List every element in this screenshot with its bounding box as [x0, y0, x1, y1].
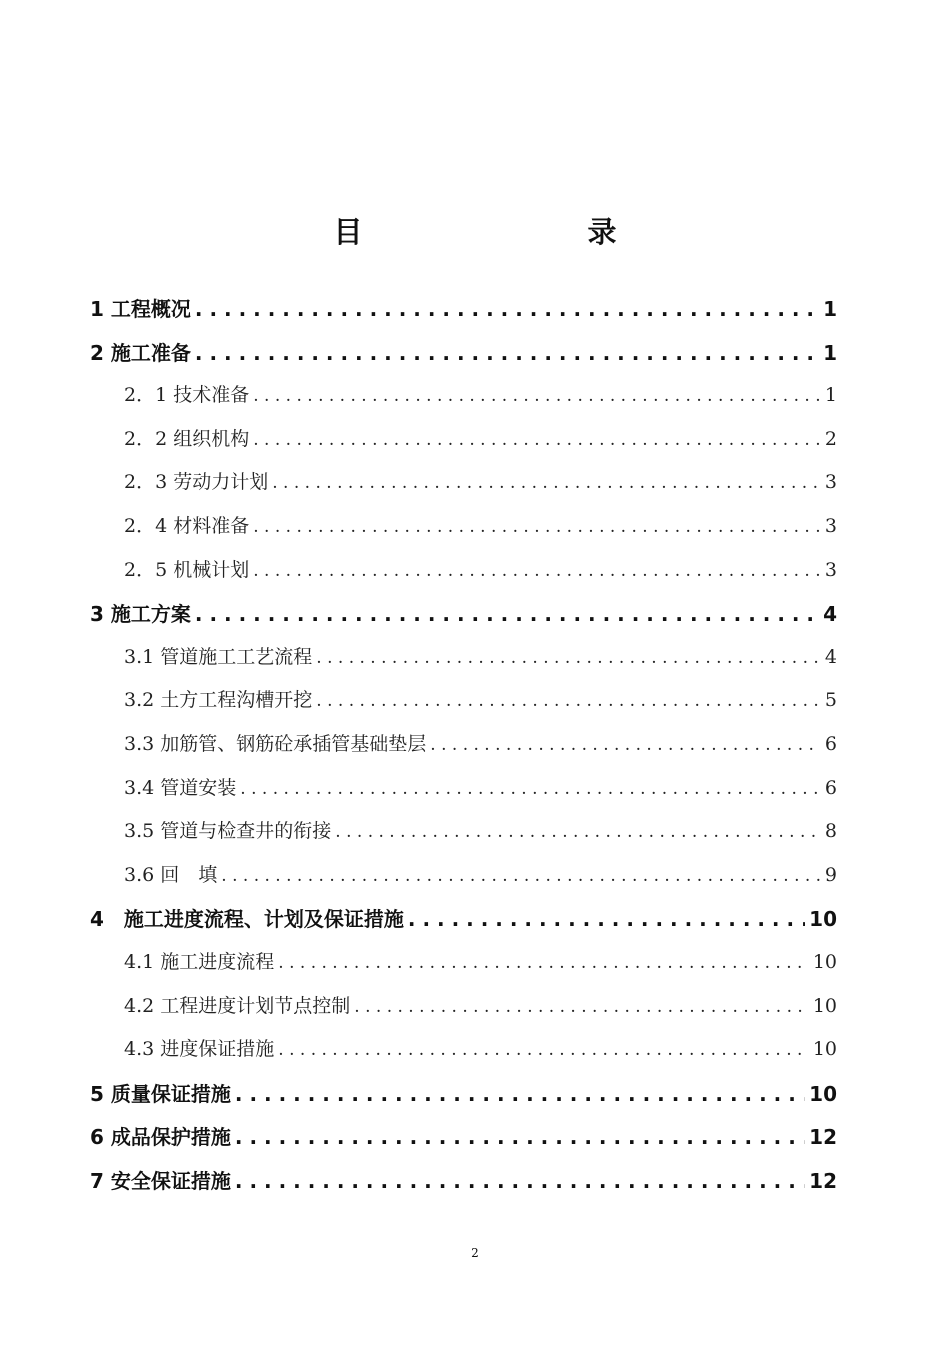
- toc-entry-page: 3: [824, 471, 837, 494]
- toc-entry[interactable]: [124, 1034, 837, 1062]
- toc-entry[interactable]: [124, 773, 837, 801]
- toc-entry-page: 10: [809, 907, 837, 932]
- toc-leader-dots: [253, 386, 821, 406]
- toc-entry-label: 2．3 劳动力计划: [124, 471, 269, 494]
- toc-entry[interactable]: [90, 903, 837, 931]
- toc-entry-label: 2．4 材料准备: [124, 515, 250, 537]
- toc-entry[interactable]: [124, 380, 837, 408]
- toc-leader-dots: [335, 822, 821, 842]
- toc-entry-label: 3 施工方案: [90, 602, 191, 627]
- toc-entry-page: 6: [824, 776, 837, 799]
- toc-entry-label: 4.1 施工进度流程: [124, 951, 275, 973]
- toc-leader-dots: [408, 907, 805, 931]
- toc-entry-page: 10: [812, 994, 837, 1017]
- toc-entry[interactable]: [124, 424, 837, 452]
- toc-entry[interactable]: [90, 598, 837, 626]
- toc-entry-label: 1 工程概况: [90, 297, 191, 321]
- toc-leader-dots: [272, 473, 821, 493]
- toc-entry-page: 10: [809, 1081, 837, 1106]
- toc-title: 目 录: [333, 215, 715, 249]
- toc-leader-dots: [195, 341, 819, 365]
- toc-entry-page: 3: [824, 515, 837, 537]
- toc-leader-dots: [316, 648, 821, 668]
- toc-entry-label: 5 质量保证措施: [90, 1081, 231, 1106]
- toc-entry-label: 4.3 进度保证措施: [124, 1038, 275, 1061]
- toc-leader-dots: [253, 430, 821, 450]
- toc-entry[interactable]: [90, 337, 837, 365]
- toc-leader-dots: [316, 691, 821, 711]
- toc-leader-dots: [195, 297, 819, 321]
- toc-entry-page: 4: [823, 602, 837, 627]
- toc-entry[interactable]: [90, 293, 837, 321]
- toc-entry[interactable]: [124, 685, 837, 713]
- toc-entry[interactable]: [124, 947, 837, 975]
- toc-leader-dots: [235, 1125, 805, 1149]
- toc-entry-label: 3.5 管道与检查井的衔接: [124, 820, 332, 843]
- toc-entry[interactable]: [90, 1165, 837, 1193]
- toc-entry-label: 4 施工进度流程、计划及保证措施: [90, 907, 404, 932]
- toc-entry-page: 4: [824, 645, 837, 668]
- toc-entry[interactable]: [124, 511, 837, 539]
- toc-entry-page: 12: [809, 1125, 837, 1150]
- toc-entry-label: 4.2 工程进度计划节点控制: [124, 994, 351, 1017]
- toc-entry-page: 1: [823, 340, 837, 365]
- toc-entry-label: 2 施工准备: [90, 340, 191, 365]
- toc-entry-page: 1: [823, 297, 837, 321]
- toc-entry-page: 1: [824, 384, 837, 407]
- toc-leader-dots: [195, 602, 819, 626]
- toc-entry-label: 2．2 组织机构: [124, 427, 250, 450]
- toc-entry-page: 2: [824, 427, 837, 450]
- toc-leader-dots: [278, 953, 809, 973]
- toc-entry[interactable]: [90, 1078, 837, 1106]
- toc-leader-dots: [221, 866, 821, 886]
- toc-entry[interactable]: [124, 729, 837, 757]
- toc-entry[interactable]: [124, 555, 837, 583]
- toc-entry[interactable]: [124, 642, 837, 670]
- toc-entry-label: 3.6 回 填: [124, 863, 218, 886]
- toc-entry-label: 3.2 土方工程沟槽开挖: [124, 689, 313, 712]
- toc-leader-dots: [278, 1040, 809, 1060]
- toc-leader-dots: [235, 1082, 805, 1106]
- page-number: 2: [471, 1246, 479, 1260]
- toc-entry-label: 6 成品保护措施: [90, 1125, 231, 1150]
- toc-leader-dots: [253, 517, 821, 537]
- toc-entry[interactable]: [124, 860, 837, 888]
- toc-entry-page: 10: [812, 1038, 837, 1061]
- toc-entry-label: 3.1 管道施工工艺流程: [124, 645, 313, 668]
- toc-entry[interactable]: [124, 467, 837, 495]
- toc-entry-page: 10: [812, 951, 837, 973]
- toc-leader-dots: [354, 997, 809, 1017]
- toc-entry-page: 6: [824, 733, 837, 755]
- toc-entry-label: 2．1 技术准备: [124, 384, 250, 407]
- toc-entry-label: 3.3 加筋管、钢筋砼承插管基础垫层: [124, 733, 427, 755]
- toc-entry[interactable]: [124, 991, 837, 1019]
- toc-leader-dots: [430, 735, 821, 755]
- toc-entry[interactable]: [90, 1121, 837, 1149]
- toc-entry[interactable]: [124, 816, 837, 844]
- toc-entry-label: 3.4 管道安装: [124, 776, 237, 799]
- toc-leader-dots: [253, 561, 821, 581]
- toc-leader-dots: [235, 1169, 805, 1193]
- toc-entry-page: 8: [824, 820, 837, 843]
- toc-entry-label: 7 安全保证措施: [90, 1169, 231, 1193]
- toc-entry-label: 2．5 机械计划: [124, 558, 250, 581]
- toc-leader-dots: [240, 779, 821, 799]
- toc-entry-page: 3: [824, 558, 837, 581]
- toc-entry-page: 5: [824, 689, 837, 712]
- toc-entry-page: 9: [824, 863, 837, 886]
- toc-entry-page: 12: [809, 1169, 837, 1193]
